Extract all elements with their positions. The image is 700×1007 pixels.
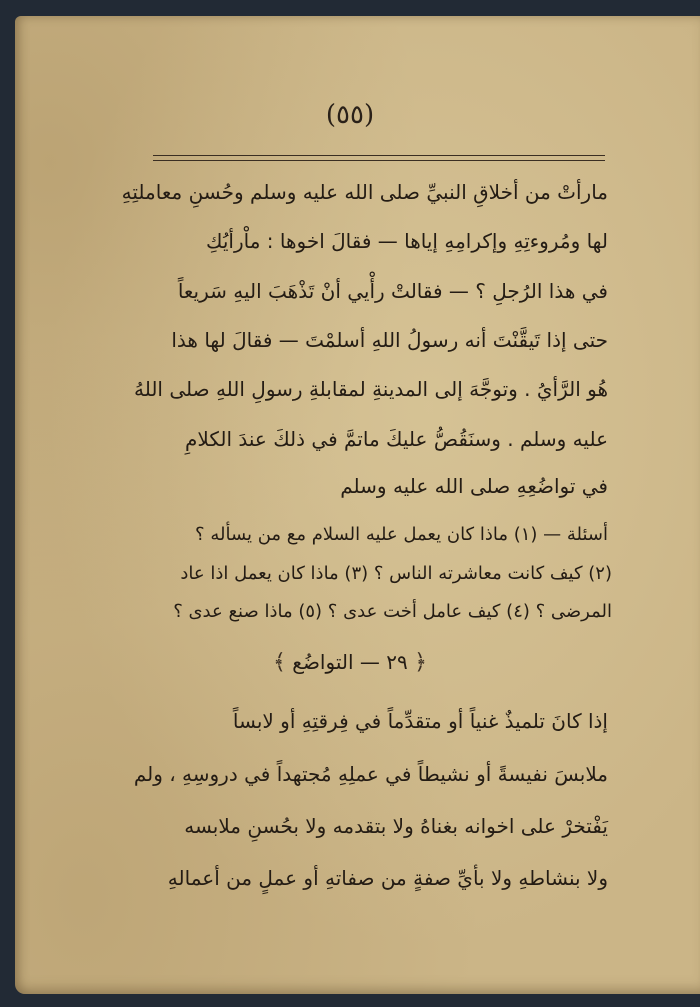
paragraph-1-line-5: هُو الرَّأيُ . وتوجَّهَ إلى المدينةِ لمقابلةِ رسولِ اللهِ صلى اللهُ xyxy=(133,377,608,401)
paragraph-1-line-6: عليه وسلم . وسنَقُصُّ عليكَ ماتمَّ في ذلكَ عندَ الكلامِ xyxy=(185,427,608,451)
paragraph-1-line-7: في تواضُعِهِ صلى الله عليه وسلم xyxy=(340,474,608,498)
paragraph-1-line-4: حتى إذا تَيقَّنْتَ أنه رسولُ اللهِ أسلمْتَ — فقالَ لها هذا xyxy=(171,328,608,352)
paragraph-2-line-4: ولا بنشاطهِ ولا بأيِّ صفةٍ من صفاتهِ أو عملٍ من أعمالهِ xyxy=(167,866,608,890)
paragraph-2-line-3: يَفْتخرْ على اخوانه بغناهُ ولا بتقدمه ولا بحُسنِ ملابسه xyxy=(184,814,608,838)
paragraph-2-line-2: ملابسَ نفيسةً أو نشيطاً في عملِهِ مُجتهداً في دروسِهِ ، ولم xyxy=(133,762,608,786)
questions-line-3: المرضى ؟ (٤) كيف عامل أخت عدى ؟ (٥) ماذا صنع عدى ؟ xyxy=(173,601,612,622)
questions-line-1: أسئلة — (١) ماذا كان يعمل عليه السلام مع من يسأله ؟ xyxy=(195,524,608,545)
paragraph-1-line-3: في هذا الرُجلِ ؟ — فقالتْ رأْيي أنْ تَذْهَبَ اليهِ سَريعاً xyxy=(177,279,608,303)
heading-ornament-right: ﴿ xyxy=(414,650,427,675)
paragraph-2-line-1: إذا كانَ تلميذٌ غنياً أو متقدِّماً في فِرقتِهِ أو لابساً xyxy=(232,709,608,733)
heading-ornament-left: ﴾ xyxy=(273,650,286,675)
header-rule-top xyxy=(153,155,605,156)
header-rule-bottom xyxy=(153,160,605,161)
book-page xyxy=(15,16,700,994)
page-number: (٥٥) xyxy=(325,100,375,130)
questions-line-2: (٢) كيف كانت معاشرته الناس ؟ (٣) ماذا كان يعمل اذا عاد xyxy=(180,563,612,584)
section-heading xyxy=(0,650,700,675)
paragraph-1-line-1: مارأتْ من أخلاقِ النبيِّ صلى الله عليه وسلم وحُسنِ معاملتِهِ xyxy=(121,180,608,204)
section-heading-text: ٢٩ — التواضُع xyxy=(292,650,408,674)
paragraph-1-line-2: لها ومُروءتِهِ وإكرامِهِ إياها — فقالَ اخوها : ماْرأيُكِ xyxy=(205,229,608,253)
